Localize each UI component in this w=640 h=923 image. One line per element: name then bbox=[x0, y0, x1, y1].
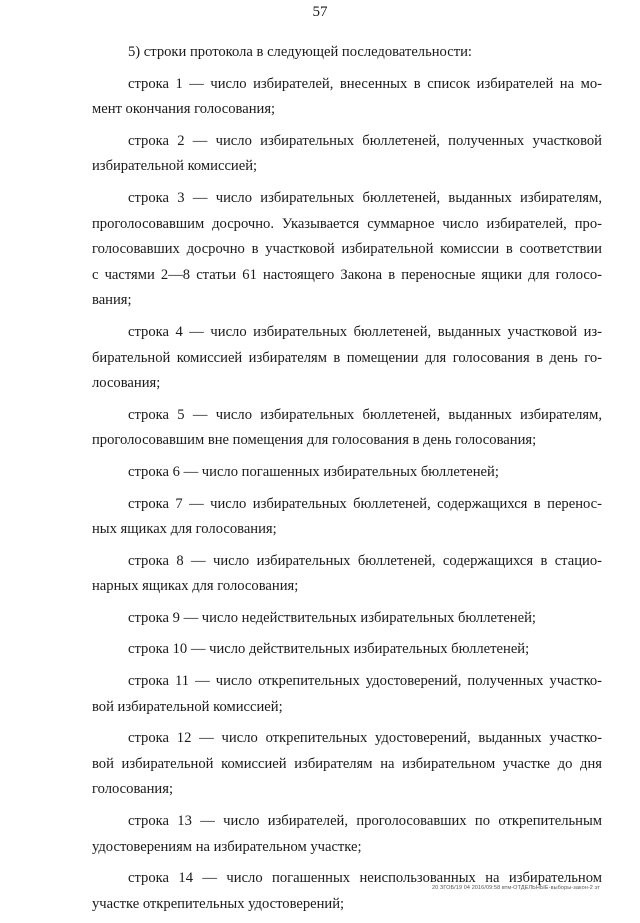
text-line: вания; bbox=[92, 292, 132, 309]
text-line: строка 10 — число действительных избирательных бюллетеней; bbox=[128, 641, 530, 658]
text-line: проголосовавшим досрочно. Указывается суммарное число избирателей, про- bbox=[92, 215, 602, 232]
text-line: нарных ящиках для голосования; bbox=[92, 578, 299, 595]
paragraph bbox=[92, 129, 602, 180]
footer-stamp: 20 ЗГОБ/19 04 2016/09:58 втм-ОТДЕЛЬНЫЕ-выборы-закон-2 эт bbox=[431, 885, 600, 891]
paragraph bbox=[92, 549, 602, 600]
paragraph bbox=[92, 866, 602, 917]
text-line: строка 6 — число погашенных избирательных бюллетеней; bbox=[128, 463, 499, 480]
paragraph bbox=[92, 186, 602, 314]
paragraph bbox=[92, 460, 602, 486]
paragraph bbox=[92, 492, 602, 543]
text-line: бирательной комиссией избирателям в помещении для голосования в день го- bbox=[92, 349, 602, 366]
text-line: вой избирательной комиссией; bbox=[92, 698, 283, 715]
text-line: лосования; bbox=[92, 375, 161, 392]
text-line: с частями 2—8 статьи 61 настоящего Закона в переносные ящики для голосо- bbox=[92, 266, 602, 283]
text-line: строка 2 — число избирательных бюллетеней, полученных участковой bbox=[128, 132, 602, 149]
paragraph bbox=[92, 606, 602, 632]
text-line: строка 9 — число недействительных избирательных бюллетеней; bbox=[128, 609, 536, 626]
paragraph bbox=[92, 637, 602, 663]
text-line: ных ящиках для голосования; bbox=[92, 521, 277, 538]
text-line: строка 8 — число избирательных бюллетеней, содержащихся в стацио- bbox=[128, 552, 602, 569]
text-line: проголосовавшим вне помещения для голосования в день голосования; bbox=[92, 432, 537, 449]
text-line: участке открепительных удостоверений; bbox=[92, 895, 345, 912]
paragraph bbox=[92, 809, 602, 860]
text-line: удостоверениям на избирательном участке; bbox=[92, 838, 362, 855]
paragraph bbox=[92, 669, 602, 720]
text-line: вой избирательной комиссией избирателям на избирательном участке до дня bbox=[92, 755, 602, 772]
document-body bbox=[92, 40, 602, 923]
text-line: строка 7 — число избирательных бюллетеней, содержащихся в перенос- bbox=[128, 495, 602, 512]
text-line: строка 11 — число открепительных удостоверений, полученных участко- bbox=[128, 673, 602, 690]
text-line: строка 13 — число избирателей, проголосовавших по открепительным bbox=[128, 813, 602, 830]
paragraph bbox=[92, 726, 602, 803]
paragraph bbox=[92, 72, 602, 123]
text-line: строка 5 — число избирательных бюллетеней, выданных избирателям, bbox=[128, 406, 602, 423]
text-line: голосовавших досрочно в участковой избирательной комиссии в соответствии bbox=[92, 241, 602, 258]
text-line: строка 14 — число погашенных неиспользованных на избирательном bbox=[128, 870, 602, 887]
paragraph bbox=[92, 320, 602, 397]
text-line: строка 12 — число открепительных удостоверений, выданных участко- bbox=[128, 730, 602, 747]
text-line: мент окончания голосования; bbox=[92, 101, 276, 118]
text-line: строка 3 — число избирательных бюллетеней, выданных избирателям, bbox=[128, 189, 602, 206]
page-number: 57 bbox=[312, 4, 328, 20]
text-line: строка 4 — число избирательных бюллетеней, выданных участковой из- bbox=[128, 323, 602, 340]
text-line: строка 1 — число избирателей, внесенных в список избирателей на мо- bbox=[128, 75, 602, 92]
text-line: 5) строки протокола в следующей последовательности: bbox=[128, 44, 472, 60]
text-line: избирательной комиссией; bbox=[92, 158, 258, 175]
paragraph bbox=[92, 40, 602, 66]
paragraph bbox=[92, 403, 602, 454]
text-line: голосования; bbox=[92, 781, 174, 798]
